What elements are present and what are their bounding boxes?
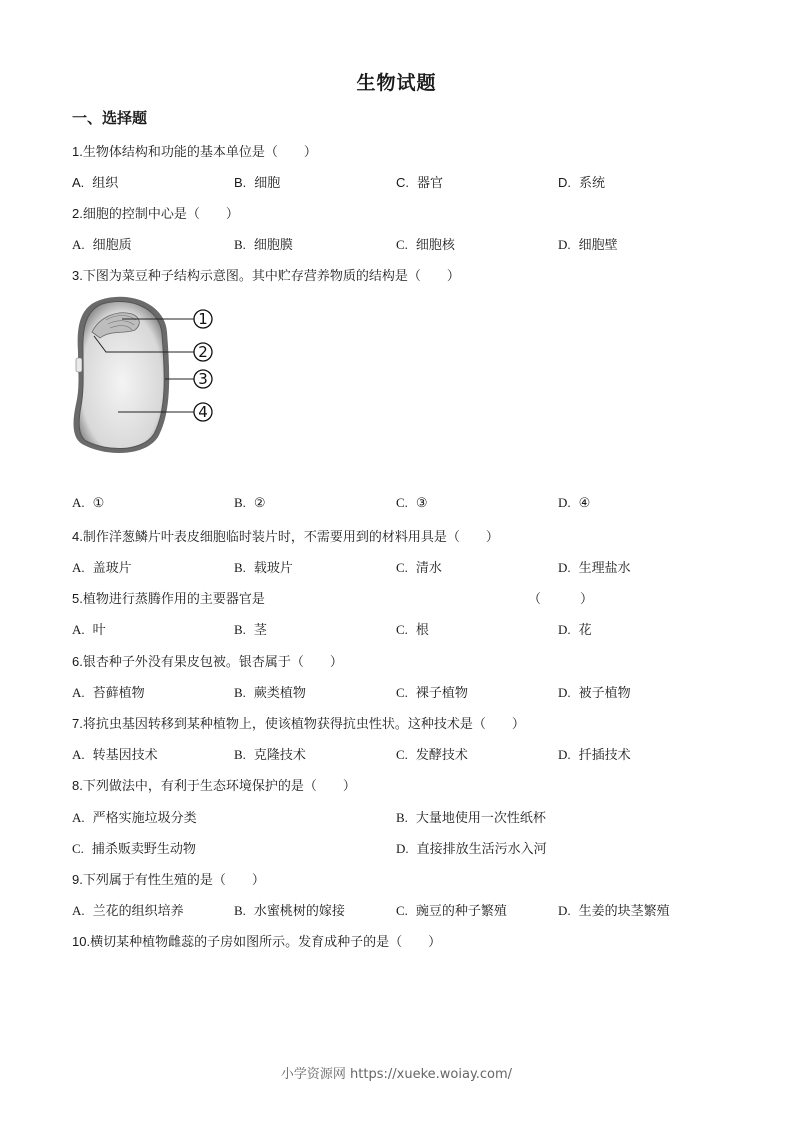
option-d: D. ④ <box>558 495 591 511</box>
option-a: A. 严格实施垃圾分类 <box>72 810 197 826</box>
option-d: D. 花 <box>558 622 592 638</box>
option-a: A. 组织 <box>72 175 119 191</box>
option-b: B. 载玻片 <box>234 560 293 576</box>
question-number: 7. <box>72 716 83 731</box>
option-b: B. 大量地使用一次性纸杯 <box>396 810 546 826</box>
footer-watermark: 小学资源网 https://xueke.woiay.com/ <box>280 1067 513 1082</box>
option-b: B. 蕨类植物 <box>234 685 306 701</box>
option-a: A. 盖玻片 <box>72 560 132 576</box>
question-number: 9. <box>72 872 83 887</box>
option-c: C. 细胞核 <box>396 237 455 253</box>
label-3: 3 <box>198 370 208 388</box>
question-text: 生物体结构和功能的基本单位是（ ） <box>82 145 317 160</box>
question-2 <box>72 203 239 222</box>
question-5 <box>72 588 265 607</box>
option-b: B. 克隆技术 <box>234 747 306 763</box>
option-d: D. 被子植物 <box>558 685 631 701</box>
option-d: D. 扦插技术 <box>558 747 631 763</box>
question-text: 下列属于有性生殖的是（ ） <box>82 873 265 888</box>
question-text: 银杏种子外没有果皮包被。银杏属于（ ） <box>82 655 343 670</box>
option-b: B. 细胞膜 <box>234 237 293 253</box>
question-text: 下列做法中，有利于生态环境保护的是（ ） <box>82 779 356 794</box>
question-text: 横切某种植物雌蕊的子房如图所示。发育成种子的是（ ） <box>90 935 442 950</box>
option-b: B. 细胞 <box>234 175 281 191</box>
option-c: C. 豌豆的种子繁殖 <box>396 903 507 919</box>
options-9 <box>72 900 752 920</box>
question-number: 2. <box>72 206 83 221</box>
option-d: D. 生理盐水 <box>558 560 631 576</box>
question-4 <box>72 526 499 545</box>
question-number: 10. <box>72 934 91 949</box>
label-1: 1 <box>198 310 208 328</box>
question-1 <box>72 141 317 160</box>
question-number: 5. <box>72 591 83 606</box>
label-4: 4 <box>198 403 208 421</box>
option-a: A. ① <box>72 495 105 511</box>
option-c: C. ③ <box>396 495 428 511</box>
option-a: A. 叶 <box>72 622 106 638</box>
option-a: A. 苔藓植物 <box>72 685 145 701</box>
option-a: A. 兰花的组织培养 <box>72 903 184 919</box>
options-8-row2 <box>72 838 752 858</box>
question-9 <box>72 869 265 888</box>
options-7 <box>72 744 752 764</box>
option-c: C. 器官 <box>396 175 444 191</box>
question-text: 细胞的控制中心是（ ） <box>82 207 239 222</box>
question-10 <box>72 931 441 950</box>
option-c: C. 清水 <box>396 560 442 576</box>
seed-illustration <box>70 292 230 458</box>
question-number: 4. <box>72 529 83 544</box>
options-8-row1 <box>72 807 752 827</box>
question-text: 将抗虫基因转移到某种植物上，使该植物获得抗虫性状。这种技术是（ ） <box>82 717 525 732</box>
options-6 <box>72 682 752 702</box>
question-7 <box>72 713 525 732</box>
option-d: D. 直接排放生活污水入河 <box>396 841 547 857</box>
option-c: C. 根 <box>396 622 429 638</box>
option-b: B. 水蜜桃树的嫁接 <box>234 903 345 919</box>
question-8 <box>72 775 356 794</box>
option-c: C. 发酵技术 <box>396 747 468 763</box>
question-text: 下图为菜豆种子结构示意图。其中贮存营养物质的结构是（ ） <box>82 269 460 284</box>
section-heading: 一、选择题 <box>72 109 148 127</box>
question-number: 6. <box>72 654 83 669</box>
option-a: A. 转基因技术 <box>72 747 158 763</box>
options-4 <box>72 557 752 577</box>
option-d: D. 生姜的块茎繁殖 <box>558 903 670 919</box>
question-text: 植物进行蒸腾作用的主要器官是 <box>82 592 265 607</box>
options-1 <box>72 172 752 192</box>
label-2: 2 <box>198 343 208 361</box>
option-a: A. 细胞质 <box>72 237 132 253</box>
question-text: 制作洋葱鳞片叶表皮细胞临时装片时，不需要用到的材料用具是（ ） <box>82 530 499 545</box>
bean-seed-diagram <box>70 292 230 458</box>
question-number: 3. <box>72 268 83 283</box>
question-number: 8. <box>72 778 83 793</box>
question-3 <box>72 265 460 284</box>
option-b: B. ② <box>234 495 266 511</box>
page-title: 生物试题 <box>356 72 437 94</box>
option-c: C. 捕杀贩卖野生动物 <box>72 841 196 857</box>
option-d: D. 细胞壁 <box>558 237 618 253</box>
option-b: B. 茎 <box>234 622 267 638</box>
answer-bracket: （ ） <box>528 592 594 607</box>
option-d: D. 系统 <box>558 175 606 191</box>
options-2 <box>72 234 752 254</box>
question-number: 1. <box>72 144 83 159</box>
options-5 <box>72 619 752 639</box>
option-c: C. 裸子植物 <box>396 685 468 701</box>
options-3 <box>72 495 752 515</box>
question-6 <box>72 651 343 670</box>
